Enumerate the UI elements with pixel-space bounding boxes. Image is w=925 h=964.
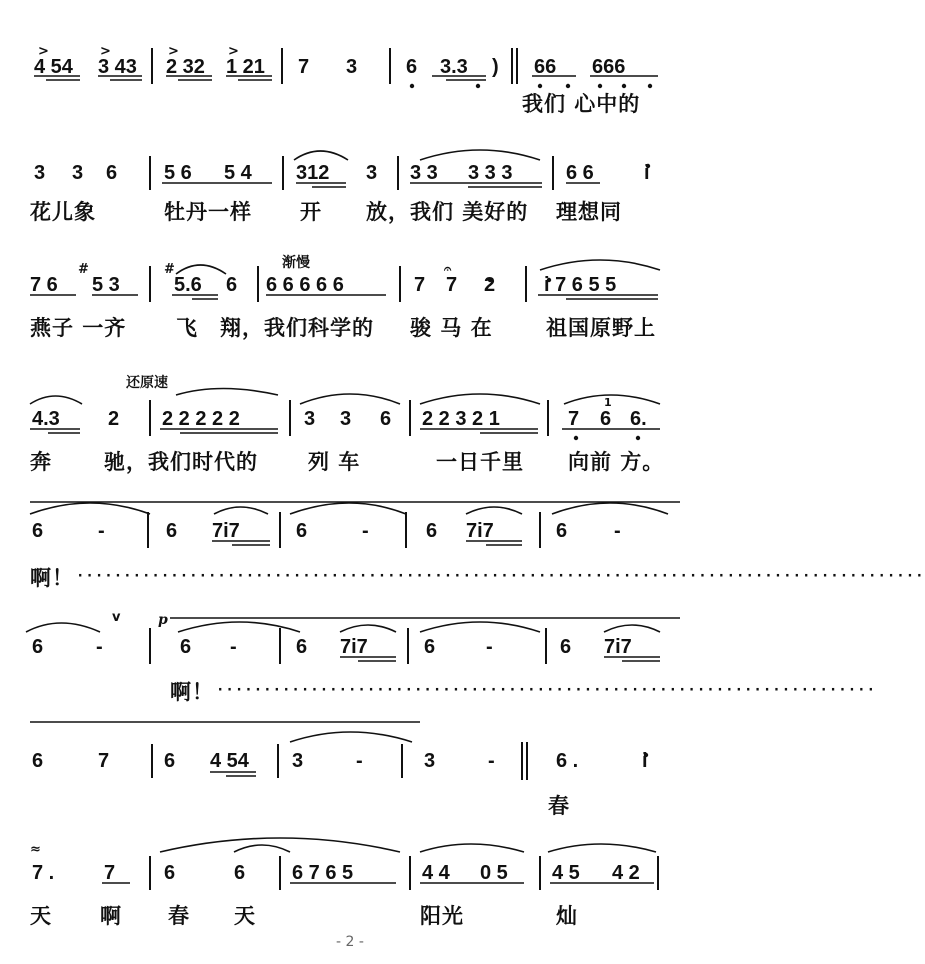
note: 4 54 <box>210 750 249 772</box>
note: 3 <box>72 162 84 184</box>
note: 4 54 <box>34 56 73 78</box>
note: 4.3 <box>32 408 60 430</box>
note: 6 <box>32 520 44 542</box>
note: 6 <box>406 56 418 78</box>
sharp-mark: # <box>78 262 89 277</box>
note: 7 <box>104 862 116 884</box>
note: 3 <box>292 750 304 772</box>
lyric: 奔 <box>30 450 52 474</box>
lyric: 天 <box>234 904 256 928</box>
accent-mark: > <box>168 44 179 59</box>
note: i <box>644 162 650 184</box>
note: 6 <box>600 408 612 430</box>
note: - <box>356 750 363 772</box>
sharp-mark: # <box>164 262 175 277</box>
note: 6 <box>560 636 572 658</box>
note: 5.6 <box>174 274 202 296</box>
note: 666 <box>592 56 626 78</box>
lyric: 春 <box>548 794 570 818</box>
lyric: 开 <box>300 200 322 224</box>
lyric: 翔，我们科学的 <box>220 316 374 340</box>
lyric: 啊 <box>100 904 122 928</box>
note: 5 4 <box>224 162 252 184</box>
note: 6 . <box>556 750 579 772</box>
lyric: 牡丹一样 <box>164 200 252 224</box>
lyric: 列 车 <box>308 450 361 474</box>
note: - <box>614 520 621 542</box>
note: 6 <box>32 636 44 658</box>
note: 312 <box>296 162 330 184</box>
note: 6. <box>630 408 647 430</box>
note: 6 <box>234 862 246 884</box>
note: 3 43 <box>98 56 137 78</box>
accent-mark: > <box>228 44 239 59</box>
lyric: 啊！ <box>170 680 214 704</box>
lyric: 燕子 一齐 <box>30 316 127 340</box>
dynamic-mark: p <box>158 612 168 628</box>
note: 7 <box>98 750 110 772</box>
note: 2 2 2 2 2 <box>162 408 240 430</box>
note: ) <box>492 56 499 78</box>
note: 6 <box>296 520 308 542</box>
note: - <box>362 520 369 542</box>
lyric: 放，我们 美好的 <box>366 200 529 224</box>
lyric: 天 <box>30 904 52 928</box>
note: 6 <box>164 750 176 772</box>
note: - <box>98 520 105 542</box>
note: - <box>486 636 493 658</box>
note: 6 <box>226 274 238 296</box>
note: 0 5 <box>480 862 508 884</box>
note: 6 7 6 5 <box>292 862 354 884</box>
lyric: 灿 <box>556 904 578 928</box>
note: 3 3 <box>410 162 438 184</box>
note: 7 <box>446 274 458 296</box>
note: 4 5 <box>552 862 580 884</box>
lyric: 春 <box>168 904 190 928</box>
note: 3 <box>340 408 352 430</box>
trill-mark: ≈ <box>30 842 41 857</box>
note: 7 6 <box>30 274 58 296</box>
note: i 7 6 5 5 <box>544 274 617 296</box>
note: 66 <box>534 56 557 78</box>
lyric: 祖国原野上 <box>546 316 656 340</box>
note: 7 . <box>32 862 55 884</box>
lyric: 我们 心中的 <box>522 92 641 116</box>
grace-mark: 1 <box>604 396 612 409</box>
note: 2 2 3 2 1 <box>422 408 500 430</box>
lyric: 啊！ <box>30 566 74 590</box>
note: 6 <box>180 636 192 658</box>
note: - <box>230 636 237 658</box>
note: 2 <box>484 274 496 296</box>
accent-mark: > <box>100 44 111 59</box>
note: 6 <box>106 162 118 184</box>
lyric: 一日千里 <box>436 450 524 474</box>
note: 6 <box>556 520 568 542</box>
note: 6 <box>166 520 178 542</box>
note: 7 <box>414 274 426 296</box>
note: 4 2 <box>612 862 640 884</box>
note: 5 3 <box>92 274 120 296</box>
note: 7i7 <box>340 636 368 658</box>
note: 3 <box>34 162 46 184</box>
note: 6 <box>164 862 176 884</box>
note: 2 <box>108 408 120 430</box>
note: 2 32 <box>166 56 205 78</box>
page-number: - 2 - <box>336 934 364 950</box>
tempo-annotation: 还原速 <box>126 375 168 391</box>
note: 3 <box>366 162 378 184</box>
note: 5 6 <box>164 162 192 184</box>
lyric: 理想同 <box>556 200 622 224</box>
note: 6 6 6 6 6 <box>266 274 344 296</box>
note: 7i7 <box>466 520 494 542</box>
lyric: 驰，我们时代的 <box>104 450 258 474</box>
lyric: 阳光 <box>420 904 464 928</box>
fermata-mark: 𝄐 <box>444 262 452 277</box>
lyric: 骏 马 在 <box>410 316 493 340</box>
breath-mark: v <box>112 610 121 625</box>
note: 7i7 <box>604 636 632 658</box>
note: 3 <box>304 408 316 430</box>
note: 6 <box>380 408 392 430</box>
note: 1 21 <box>226 56 265 78</box>
note: - <box>488 750 495 772</box>
note: 7 <box>568 408 580 430</box>
note: 3 <box>346 56 358 78</box>
note: 7i7 <box>212 520 240 542</box>
note: 6 <box>32 750 44 772</box>
lyric: 向前 方。 <box>568 450 665 474</box>
note: 7 <box>298 56 310 78</box>
note: 4 4 <box>422 862 450 884</box>
note: 3 3 3 <box>468 162 513 184</box>
lyric: 飞 <box>176 316 198 340</box>
note: i <box>642 750 648 772</box>
note: 3 <box>424 750 436 772</box>
melisma-dotted-line: ······································································ <box>216 682 877 698</box>
note: 6 <box>424 636 436 658</box>
note: 6 6 <box>566 162 594 184</box>
melisma-dotted-line: ·························································································· <box>76 568 925 584</box>
accent-mark: > <box>38 44 49 59</box>
lyric: 花儿象 <box>30 200 96 224</box>
note: - <box>96 636 103 658</box>
note: 6 <box>296 636 308 658</box>
note: 6 <box>426 520 438 542</box>
tempo-annotation: 渐慢 <box>282 255 310 271</box>
note: 3.3 <box>440 56 468 78</box>
